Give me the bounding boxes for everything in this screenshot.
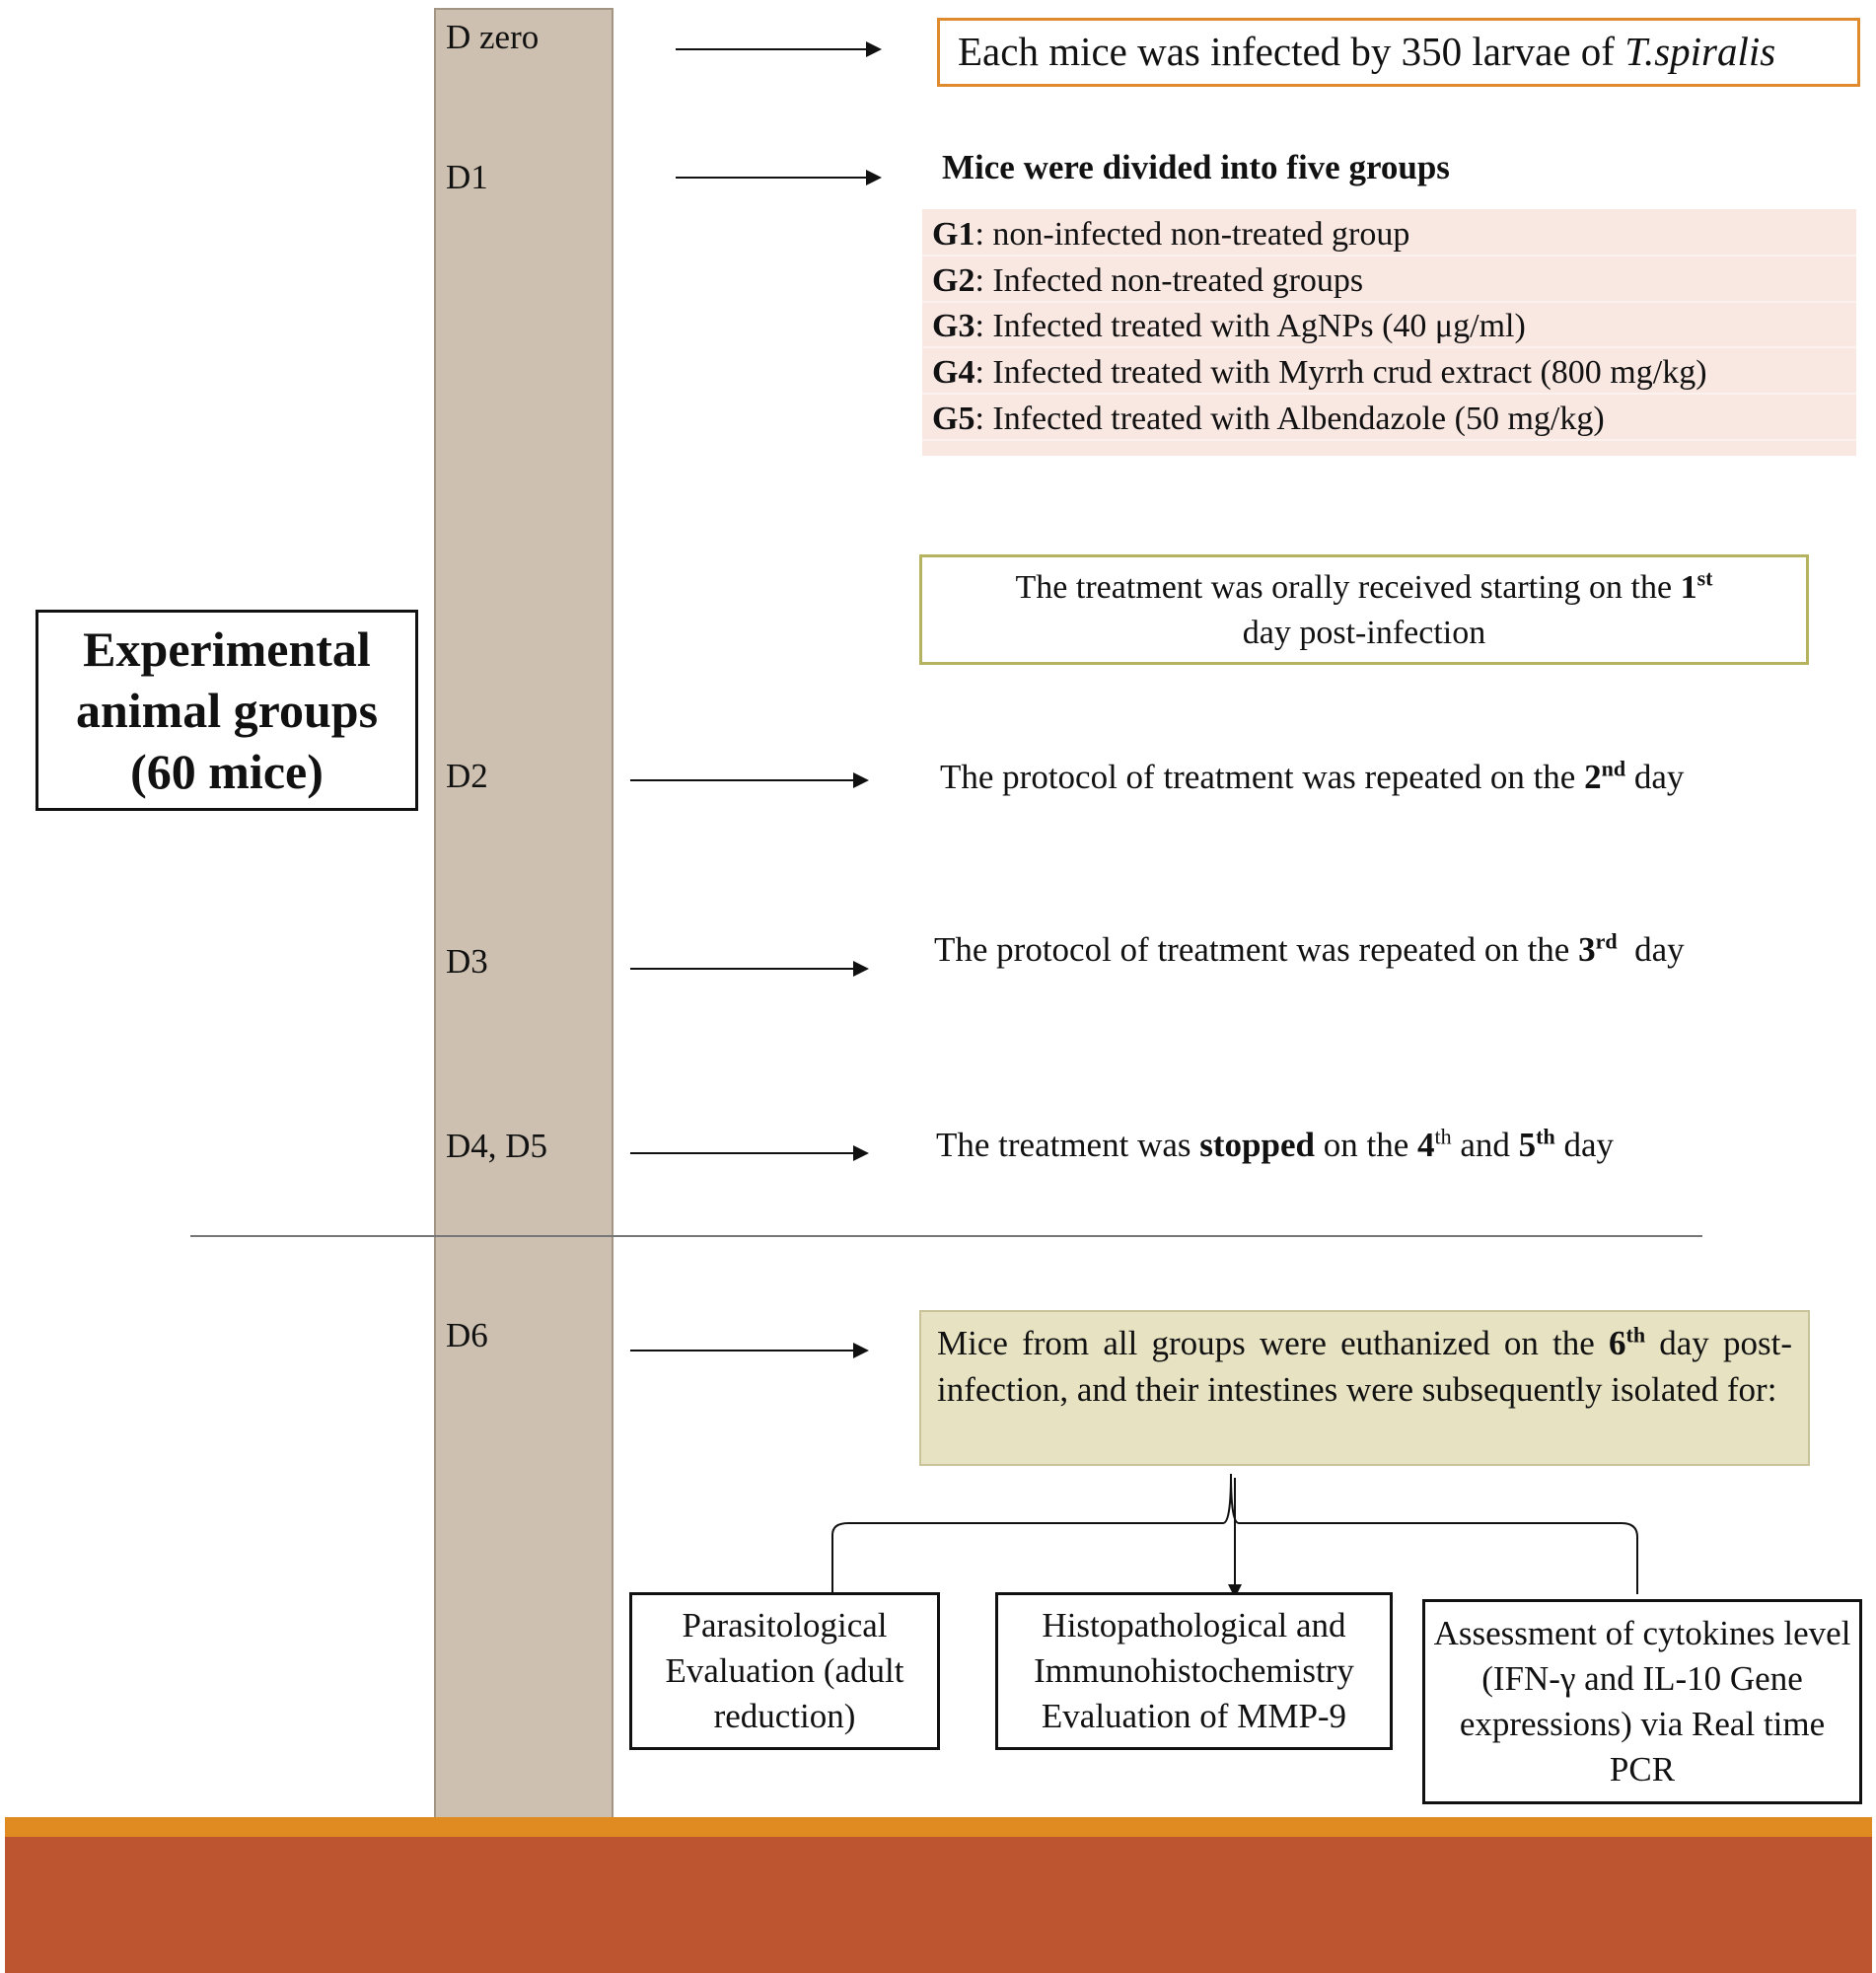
outcome-parasitological: Parasitological Evaluation (adult reduction) — [629, 1592, 940, 1750]
day2-statement: The protocol of treatment was repeated on the 2nd day — [940, 756, 1685, 796]
arrow-d1 — [676, 177, 880, 179]
experimental-groups-title: Experimental animal groups (60 mice) — [36, 610, 418, 811]
day-label-d3: D3 — [446, 942, 488, 981]
day-label-d4-d5: D4, D5 — [446, 1127, 548, 1165]
arrow-d3 — [630, 968, 867, 970]
arrow-d0 — [676, 48, 880, 50]
day-label-d1: D1 — [446, 158, 488, 196]
groups-heading: Mice were divided into five groups — [942, 148, 1450, 186]
groups-panel — [922, 209, 1856, 456]
timeline-bar — [434, 8, 613, 1845]
outcome-connector — [819, 1466, 1657, 1604]
infection-text: Each mice was infected by 350 larvae of — [958, 29, 1625, 74]
group-row-g2: G2: Infected non-treated groups — [922, 259, 1856, 303]
day-label-d6: D6 — [446, 1316, 488, 1354]
day-label-d2: D2 — [446, 757, 488, 795]
euthanasia-box: Mice from all groups were euthanized on the 6th day post-infection, and their intestines were subsequently isolated for: — [919, 1310, 1810, 1466]
outcome-cytokines: Assessment of cytokines level (IFN-γ and IL-10 Gene expressions) via Real time PCR — [1422, 1599, 1862, 1804]
group-row-g3: G3: Infected treated with AgNPs (40 μg/ml) — [922, 305, 1856, 348]
day3-statement: The protocol of treatment was repeated on the 3rd day — [934, 928, 1685, 969]
day-label-d0: D zero — [446, 18, 540, 56]
outcome-histopathological: Histopathological and Immunohistochemistry Evaluation of MMP-9 — [995, 1592, 1393, 1750]
group-row-g4: G4: Infected treated with Myrrh crud extract (800 mg/kg) — [922, 351, 1856, 395]
arrow-d2 — [630, 779, 867, 781]
day4-5-statement: The treatment was stopped on the 4th and 5th day — [936, 1124, 1615, 1164]
arrow-d4-d5 — [630, 1152, 867, 1154]
footer-band-orange — [5, 1817, 1872, 1837]
group-row-g5: G5: Infected treated with Albendazole (50 mg/kg) — [922, 398, 1856, 441]
arrow-d6 — [630, 1350, 867, 1352]
divider-line — [190, 1235, 1702, 1237]
group-row-g1: G1: non-infected non-treated group — [922, 213, 1856, 256]
species-name: T.spiralis — [1624, 29, 1776, 74]
oral-treatment-box: The treatment was orally received starting on the 1st day post-infection — [919, 554, 1809, 665]
infection-box — [937, 18, 1860, 87]
footer-band-rust — [5, 1837, 1872, 1973]
